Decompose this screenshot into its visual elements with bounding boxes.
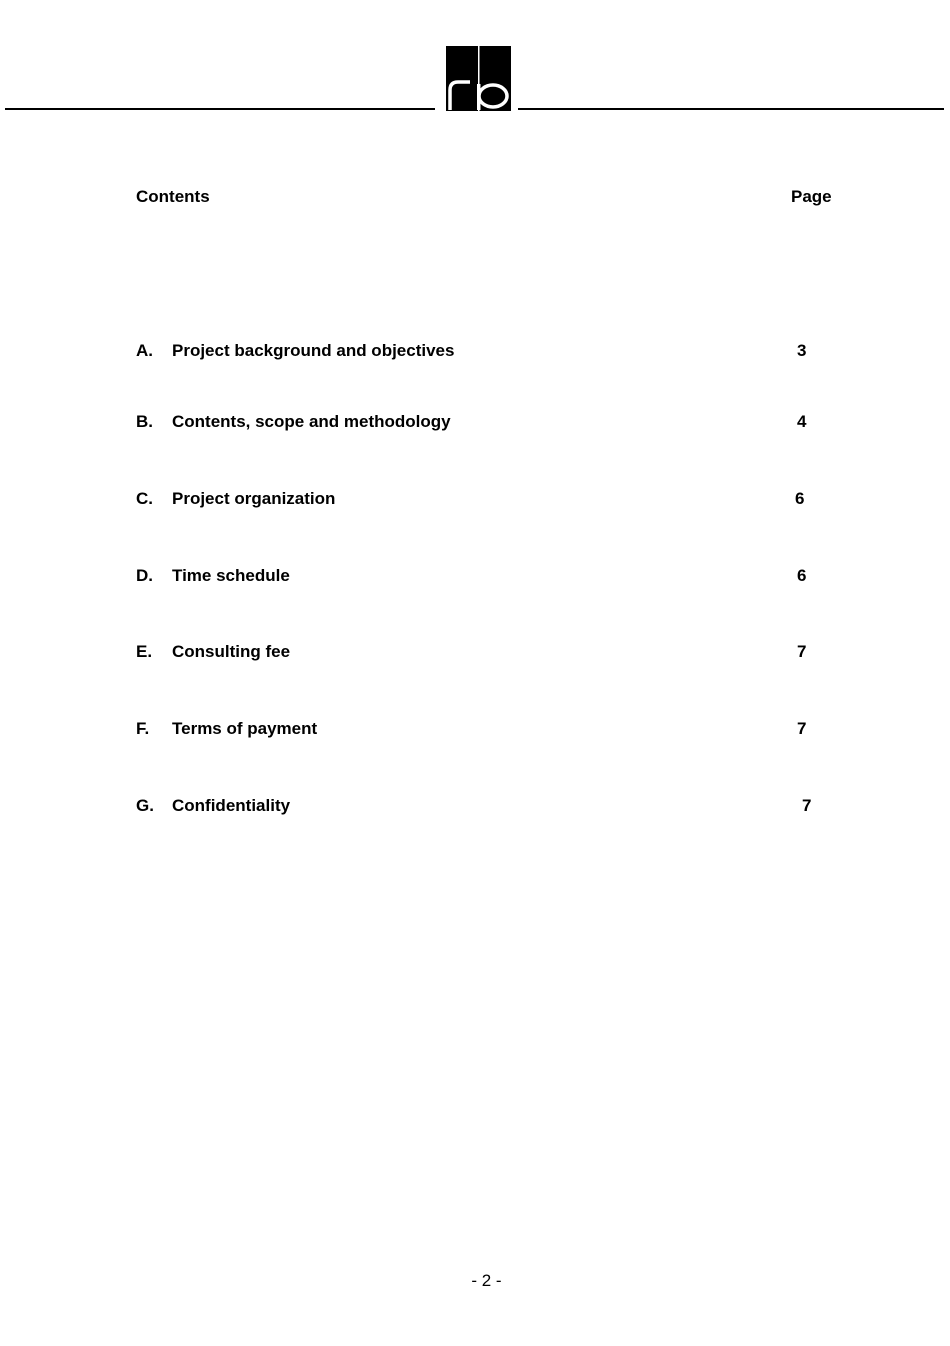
toc-entry-c xyxy=(0,489,950,509)
toc-entry-b xyxy=(0,412,950,432)
toc-entry-title: Time schedule xyxy=(172,566,290,585)
toc-entry-letter: E. xyxy=(136,642,153,661)
toc-entry-letter: D. xyxy=(136,566,153,585)
toc-entry-title: Contents, scope and methodology xyxy=(172,412,451,431)
toc-entry-page: 4 xyxy=(797,412,807,431)
toc-entry-page: 7 xyxy=(802,796,812,815)
toc-entry-letter: F. xyxy=(136,719,150,738)
contents-heading: Contents xyxy=(136,187,210,206)
toc-entry-title: Confidentiality xyxy=(172,796,291,815)
toc-entry-g xyxy=(0,796,950,816)
toc-entry-title: Consulting fee xyxy=(172,642,291,661)
toc-entry-e xyxy=(0,642,950,662)
toc-entry-page: 7 xyxy=(797,642,807,661)
toc-entry-letter: G. xyxy=(136,796,154,815)
toc-entry-title: Project organization xyxy=(172,489,336,508)
toc-entry-title: Terms of payment xyxy=(172,719,318,738)
toc-entry-letter: A. xyxy=(136,341,153,360)
toc-entry-title: Project background and objectives xyxy=(172,341,455,360)
toc-entry-page: 7 xyxy=(797,719,807,738)
toc-entry-page: 6 xyxy=(797,566,807,585)
page-column-heading: Page xyxy=(791,187,832,206)
header-rule-left xyxy=(5,108,435,110)
page-number-footer: - 2 - xyxy=(471,1271,502,1290)
header-rule-right xyxy=(518,108,944,110)
toc-entry-letter: C. xyxy=(136,489,153,508)
rb-logo-icon xyxy=(446,46,511,111)
toc-entry-page: 6 xyxy=(795,489,805,508)
toc-entry-f xyxy=(0,719,950,739)
toc-entry-a xyxy=(0,341,950,361)
toc-entry-d xyxy=(0,566,950,586)
toc-entry-letter: B. xyxy=(136,412,153,431)
toc-entry-page: 3 xyxy=(797,341,807,360)
